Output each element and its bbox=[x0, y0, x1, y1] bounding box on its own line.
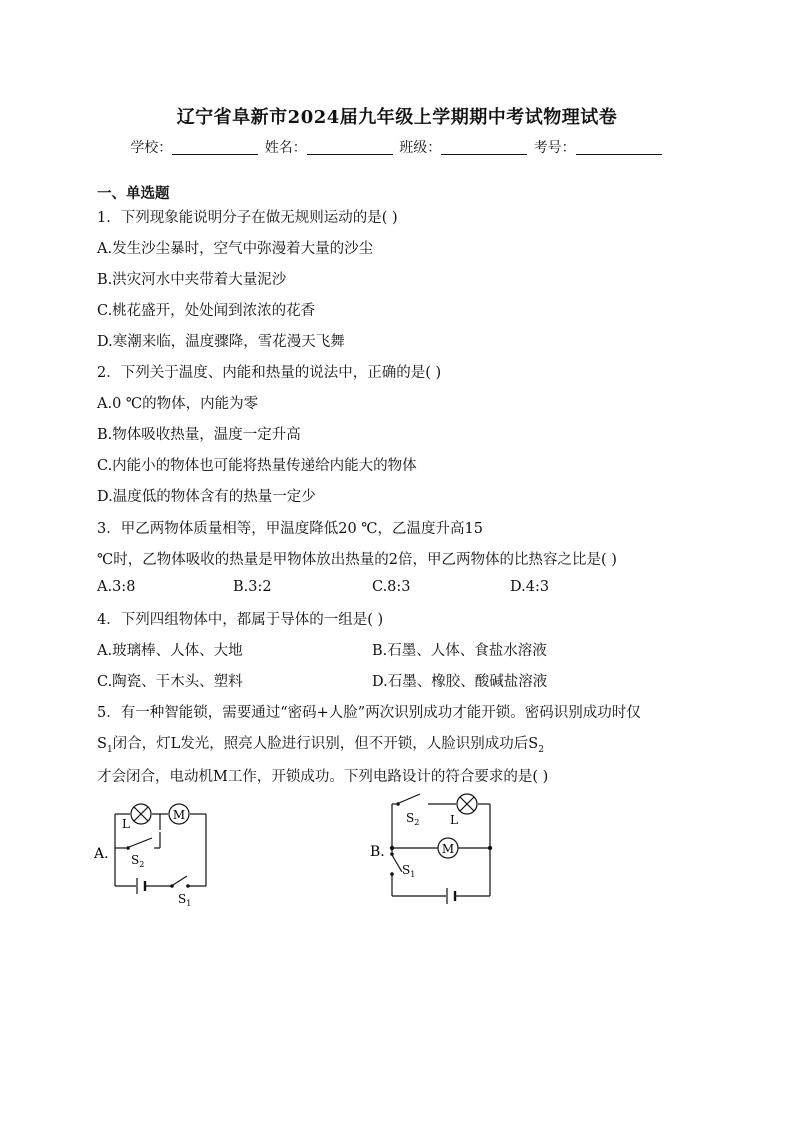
switch-s1-icon bbox=[170, 876, 190, 888]
class-label: 班级： bbox=[399, 140, 442, 156]
junction-dot bbox=[390, 846, 394, 850]
circuit-b-label: B. bbox=[370, 844, 385, 860]
section-title: 一、单选题 bbox=[97, 185, 170, 202]
q3-option-c: C.8:3 bbox=[372, 579, 411, 595]
circuit-diagram-a bbox=[90, 790, 230, 910]
q1-option-c: C.桃花盛开，处处闻到浓浓的花香 bbox=[97, 303, 316, 319]
q5-stem-line2: $S_1$闭合，灯L发光，照亮人脸进行识别，但不开锁，人脸识别成功后$S_2$ bbox=[97, 736, 544, 755]
q2-option-d: D.温度低的物体含有的热量一定少 bbox=[97, 489, 316, 505]
q1-option-d: D.寒潮来临，温度骤降，雪花漫天飞舞 bbox=[97, 334, 345, 350]
motor-icon bbox=[169, 804, 189, 824]
junction-dot bbox=[488, 846, 492, 850]
q3-option-b: B.3:2 bbox=[233, 579, 272, 595]
battery-icon bbox=[447, 888, 455, 904]
q2-option-b: B.物体吸收热量，温度一定升高 bbox=[97, 427, 301, 443]
switch-s2-icon bbox=[126, 838, 160, 850]
lamp-label: L bbox=[450, 813, 458, 827]
q5-stem-line1: 5．有一种智能锁，需要通过“密码+人脸”两次识别成功才能开锁。密码识别成功时仅 bbox=[97, 705, 641, 721]
svg-text:M: M bbox=[441, 842, 455, 856]
q4-option-d: D.石墨、橡胶、酸碱盐溶液 bbox=[372, 674, 548, 690]
q3-option-a: A.3:8 bbox=[97, 579, 136, 595]
circuit-diagram-b bbox=[368, 790, 503, 910]
exam-number-label: 考号： bbox=[533, 140, 576, 156]
q3-option-d: D.4:3 bbox=[510, 579, 550, 595]
q4-option-a: A.玻璃棒、人体、大地 bbox=[97, 643, 243, 659]
switch-s2-icon bbox=[396, 794, 420, 806]
battery-icon bbox=[137, 878, 145, 894]
exam-number-blank[interactable] bbox=[576, 140, 662, 155]
q1-option-b: B.洪灾河水中夹带着大量泥沙 bbox=[97, 272, 287, 288]
lamp-icon bbox=[457, 794, 477, 814]
lamp-icon bbox=[131, 804, 151, 824]
svg-text:M: M bbox=[172, 808, 186, 822]
school-blank[interactable] bbox=[172, 140, 258, 155]
switch-s1-text: S bbox=[97, 736, 107, 752]
class-blank[interactable] bbox=[441, 140, 527, 155]
school-label: 学校： bbox=[130, 140, 173, 156]
motor-icon bbox=[438, 838, 458, 858]
student-info-row bbox=[0, 137, 794, 157]
name-blank[interactable] bbox=[307, 140, 393, 155]
q4-option-b: B.石墨、人体、食盐水溶液 bbox=[372, 643, 547, 659]
q2-stem: 2．下列关于温度、内能和热量的说法中，正确的是( ) bbox=[97, 365, 442, 381]
switch-s1-label: $S_1$ bbox=[402, 863, 416, 879]
switch-s2-label: $S_2$ bbox=[131, 853, 145, 869]
q4-stem: 4．下列四组物体中，都属于导体的一组是( ) bbox=[97, 612, 384, 628]
q2-option-a: A.0 ℃的物体，内能为零 bbox=[97, 396, 259, 412]
q3-stem-line1: 3．甲乙两物体质量相等，甲温度降低20 ℃，乙温度升高15 bbox=[97, 521, 483, 537]
circuit-a-label: A. bbox=[94, 846, 109, 862]
q1-option-a: A.发生沙尘暴时，空气中弥漫着大量的沙尘 bbox=[97, 241, 374, 257]
switch-s1-icon bbox=[390, 852, 402, 876]
q4-option-c: C.陶瓷、干木头、塑料 bbox=[97, 674, 243, 690]
page-title: 辽宁省阜新市2024届九年级上学期期中考试物理试卷 bbox=[176, 107, 618, 128]
q5-stem-line3: 才会闭合，电动机M工作，开锁成功。下列电路设计的符合要求的是( ) bbox=[97, 769, 549, 785]
q2-option-c: C.内能小的物体也可能将热量传递给内能大的物体 bbox=[97, 458, 417, 474]
name-label: 姓名： bbox=[264, 140, 307, 156]
lamp-label: L bbox=[122, 817, 130, 831]
q3-stem-line2: ℃时，乙物体吸收的热量是甲物体放出热量的2倍，甲乙两物体的比热容之比是( ) bbox=[97, 552, 617, 568]
switch-s1-label: $S_1$ bbox=[178, 892, 192, 908]
q1-stem: 1．下列现象能说明分子在做无规则运动的是( ) bbox=[97, 210, 398, 226]
switch-s2-label: $S_2$ bbox=[406, 811, 420, 827]
